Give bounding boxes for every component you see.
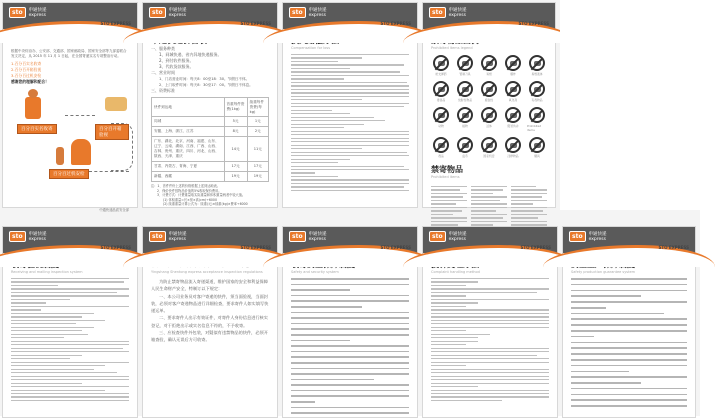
- sto-logo: [149, 231, 187, 242]
- point-3: 3.百分百过机安检: [11, 73, 42, 78]
- cell-first-weight: 19元: [224, 172, 247, 182]
- header-brand: STO EXPRESS: [658, 245, 689, 250]
- section-heading: 一、服务种类: [151, 46, 175, 51]
- no-flammable-icon: [481, 55, 497, 71]
- table-row: [152, 127, 269, 137]
- logo-en: express: [168, 12, 186, 18]
- sto-logo: [289, 7, 327, 18]
- prohibited-icon: [503, 81, 523, 102]
- cell-additional-weight: 11元: [247, 137, 268, 162]
- prohibited-icon: [479, 137, 499, 158]
- xray-machine-icon: [71, 139, 91, 165]
- sto-logo: [9, 7, 47, 18]
- process-flow: [11, 89, 129, 207]
- prohibited-icon: [503, 107, 523, 132]
- logo-cn: 申通快递: [588, 231, 607, 237]
- logo-en: express: [448, 236, 466, 242]
- icon-label: 假冒伪劣: [507, 124, 519, 128]
- icon-label: Prohibited items: [527, 124, 542, 132]
- sto-logo: [429, 231, 467, 242]
- prohibited-icon: [455, 107, 475, 132]
- icon-label: 毒品: [438, 154, 444, 158]
- cell-destination: 同城: [152, 117, 225, 127]
- icon-label: 枪支弹药: [435, 72, 447, 76]
- sto-logo: [569, 231, 607, 242]
- icon-label: 管制刀具: [459, 72, 471, 76]
- intro-text: 根据中央综治办、公安部、交通部、国家邮政局、国家安全部等九部委联合发文决定，从 2015 年 11 月 1 日起，在全国寄递实名专项整治行动。: [11, 49, 127, 58]
- page-subtitle: Yingshang Shentong express acceptance inspection regulations: [151, 270, 263, 274]
- no-gun-icon: [433, 55, 449, 71]
- cell-destination: 安徽、上海、浙江、江苏: [152, 127, 225, 137]
- no-counterfeit-icon: [505, 107, 521, 123]
- prohibited-icon: [455, 81, 475, 102]
- prohibited-icon: [527, 137, 547, 158]
- header-brand: STO EXPRESS: [380, 245, 411, 250]
- icon-label: 赌具: [534, 154, 540, 158]
- cell-first-weight: 17元: [224, 162, 247, 172]
- panel-price-list: [142, 2, 278, 208]
- cell-first-weight: 14元: [224, 137, 247, 162]
- no-flammable-liquid-icon: [529, 55, 545, 71]
- logo-mark: sto: [9, 231, 26, 242]
- courier-figure-icon: [25, 97, 41, 119]
- prohibited-icon: [431, 81, 451, 102]
- section-item: 2、到付收件服务。: [159, 58, 194, 63]
- panel-header: [143, 227, 277, 253]
- logo-cn: 申通快递: [168, 7, 187, 13]
- header-brand: STO EXPRESS: [520, 245, 551, 250]
- logo-en: express: [588, 236, 606, 242]
- cell-first-weight: 8元: [224, 127, 247, 137]
- header-brand: STO EXPRESS: [380, 21, 411, 26]
- header-brand: STO EXPRESS: [518, 21, 549, 26]
- icon-label: 放射性物品: [458, 98, 472, 102]
- logo-mark: sto: [289, 231, 306, 242]
- logo-mark: sto: [149, 231, 166, 242]
- logo-cn: 申通快递: [448, 7, 467, 13]
- prohibited-icon: [431, 55, 451, 76]
- no-animal-icon: [433, 107, 449, 123]
- flow-tag-open-inspect: 百分百开箱验视: [95, 124, 129, 140]
- col-header: 续重每件资费(每kg): [247, 98, 268, 117]
- no-corrosive-icon: [481, 81, 497, 97]
- no-prohibited-item-icon: [529, 107, 545, 123]
- body-text-block: [571, 278, 687, 407]
- cell-first-weight: 5元: [224, 117, 247, 127]
- section-heading: 二、营业时间: [151, 70, 175, 75]
- icon-label: 腐蚀性: [484, 98, 494, 102]
- logo-mark: sto: [429, 7, 446, 18]
- flow-tag-xray: 百分百过机安检: [49, 169, 89, 179]
- logo-mark: sto: [429, 231, 446, 242]
- section-item: 1、同城快递、省内异地快递服务。: [159, 52, 222, 57]
- page-subtitle: Compensation for loss: [291, 46, 331, 50]
- icon-label: 易燃: [486, 72, 492, 76]
- panel-production-safety: [562, 226, 696, 418]
- logo-cn: 申通快递: [28, 7, 47, 13]
- section-item: 1、门店营业时间：每天8：00至18：30。节假日不休。: [159, 77, 250, 81]
- logo-mark: sto: [149, 7, 166, 18]
- prohibited-icon: [479, 81, 499, 102]
- table-header-row: [152, 98, 269, 117]
- icon-label: 货币: [462, 154, 468, 158]
- no-radioactive-icon: [457, 81, 473, 97]
- logo-cn: 申通快递: [28, 231, 47, 237]
- icon-label: 毒害品: [436, 98, 446, 102]
- panel-header: [563, 227, 695, 253]
- section-item: 3、代收货款服务。: [159, 64, 194, 69]
- panel-loss-compensation: [282, 2, 418, 208]
- logo-cn: 申通快递: [168, 231, 187, 237]
- panel-header: [3, 227, 137, 253]
- empty-region: [560, 0, 700, 210]
- no-plant-icon: [457, 107, 473, 123]
- panel-header: [423, 3, 555, 29]
- icon-label: 植物: [462, 124, 468, 128]
- body-text-block: [11, 278, 129, 401]
- icon-label: 国家机密: [483, 154, 495, 158]
- header-brand: STO EXPRESS: [240, 21, 271, 26]
- paragraph: 二、要求寄件人出示有效证件，对寄件人身份信息进行核实登记，对于拒绝出示或实名信息不符的，不予收寄。: [151, 315, 268, 328]
- prohibited-icon: [455, 55, 475, 76]
- logo-cn: 申通快递: [308, 231, 327, 237]
- page-subtitle: Safety production guarantee system: [571, 270, 636, 274]
- thanks-text: 感谢您的理解和配合！: [11, 79, 49, 84]
- body-text-block: [291, 54, 409, 191]
- table-row: [152, 162, 269, 172]
- header-brand: STO EXPRESS: [100, 21, 131, 26]
- courier-head-icon: [28, 89, 38, 98]
- footnote: 中通快递品质安全部: [99, 208, 129, 212]
- page-subtitle: Prohibited items legend: [431, 46, 473, 50]
- prohibited-icon: [479, 107, 499, 132]
- icon-label: 爆炸: [510, 72, 516, 76]
- panel-header: [283, 3, 417, 29]
- panel-prohibited-items: [422, 2, 556, 208]
- prohibited-icon: [479, 55, 499, 76]
- cell-destination: 甘肃、内蒙古、青海、宁夏: [152, 162, 225, 172]
- body-text-block: [431, 278, 549, 401]
- table-row: [152, 137, 269, 162]
- panel-acceptance-inspection: [2, 226, 138, 418]
- flow-arrow: [89, 171, 129, 172]
- no-currency-icon: [457, 137, 473, 153]
- no-oxidizer-icon: [505, 81, 521, 97]
- icon-label: 易燃液体: [531, 72, 543, 76]
- prohibited-icon: [527, 55, 547, 76]
- page-subtitle: Receiving and mailing inspection system: [11, 270, 83, 274]
- icon-label: 淫秽物品: [507, 154, 519, 158]
- col-header: 首重每件资费(1kg): [224, 98, 247, 117]
- panel-header: [423, 227, 557, 253]
- prohibited-icon: [503, 137, 523, 158]
- sto-logo: [9, 231, 47, 242]
- page-subtitle: Safety and security system: [291, 270, 339, 274]
- prohibited-icon: [431, 107, 451, 132]
- note: (1) 体积重量=长×宽×高(cm)÷6000: [163, 197, 217, 202]
- logo-en: express: [28, 236, 46, 242]
- section-item: 2、上门取件时间：每天8：30至17：00。节假日不休息。: [159, 83, 253, 87]
- parcel-box-icon: [105, 97, 127, 111]
- no-obscene-icon: [505, 137, 521, 153]
- page-subtitle: Complaint handling method: [431, 270, 480, 274]
- header-brand: STO EXPRESS: [240, 245, 271, 250]
- no-poison-icon: [529, 81, 545, 97]
- cell-additional-weight: 2元: [247, 127, 268, 137]
- panel-header: [143, 3, 277, 29]
- logo-en: express: [168, 236, 186, 242]
- logo-en: express: [28, 12, 46, 18]
- logo-mark: sto: [569, 231, 586, 242]
- icon-label: 氧化剂: [508, 98, 518, 102]
- no-state-secret-icon: [481, 137, 497, 153]
- note: (2) 续重重量计算公式为：续重(元)×续重(kg)×费率÷6000: [163, 202, 248, 207]
- prohibited-icon: [527, 81, 547, 102]
- icon-label: 活体: [486, 124, 492, 128]
- icon-label: 有毒物品: [531, 98, 543, 102]
- no-explosive-icon: [505, 55, 521, 71]
- prohibited-icon-grid: [431, 55, 547, 158]
- logo-en: express: [308, 236, 326, 242]
- sto-logo: [149, 7, 187, 18]
- sto-logo: [429, 7, 467, 18]
- logo-mark: sto: [289, 7, 306, 18]
- table-row: [152, 172, 269, 182]
- no-toxic-icon: [433, 81, 449, 97]
- panel-header: [3, 3, 137, 29]
- point-2: 2.百分百开箱验视: [11, 67, 42, 72]
- paragraph: 一、本公司业务员对客户寄递的快件，须当面验视，当面封装，必须对客户寄递物品进行详细检查，要求寄件人如实填写快递运单。: [151, 293, 269, 314]
- section-heading: 三、资费标准: [151, 88, 175, 93]
- flow-arrow: [65, 115, 95, 116]
- point-1: 1.百分百实名收寄: [11, 61, 42, 66]
- logo-en: express: [308, 12, 326, 18]
- panel-real-name: [2, 2, 138, 212]
- prohibited-icon: [503, 55, 523, 76]
- col-header: 快件到达地: [152, 98, 225, 117]
- no-gambling-icon: [529, 137, 545, 153]
- no-live-creature-icon: [481, 107, 497, 123]
- price-table: [151, 97, 269, 182]
- panel-header: [283, 227, 417, 253]
- worker-figure-icon: [56, 147, 64, 165]
- icon-label: 动物: [438, 124, 444, 128]
- note: 注：1、首件件份上述的价格根据上述到达地表。: [151, 184, 220, 188]
- orange-curve: [543, 245, 715, 267]
- cell-additional-weight: 19元: [247, 172, 268, 182]
- paragraph: 为防止禁寄物品流入寄递渠道，维护国家的安全和利益保障人民生命财产安全，特制订以下规定：: [151, 279, 268, 292]
- prohibited-icon: [431, 137, 451, 158]
- section-title: 禁寄物品: [431, 165, 463, 174]
- section-subtitle: Prohibited items: [431, 175, 460, 179]
- logo-cn: 申通快递: [308, 7, 327, 13]
- cell-destination: 新疆、西藏: [152, 172, 225, 182]
- no-drugs-icon: [433, 137, 449, 153]
- header-brand: STO EXPRESS: [100, 245, 131, 250]
- logo-en: express: [448, 12, 466, 18]
- prohibited-icon: [527, 107, 547, 132]
- note: 3、计费方式：计费重量取实际重量和体积重量两者中较大值。: [157, 193, 246, 198]
- orange-curve: [403, 21, 575, 43]
- panel-safety-guarantee: [282, 226, 418, 418]
- note: 2、保价快件按物品价值的5%收取保价费用。: [157, 188, 222, 193]
- logo-cn: 申通快递: [448, 231, 467, 237]
- logo-mark: sto: [9, 7, 26, 18]
- cell-additional-weight: 17元: [247, 162, 268, 172]
- sto-logo: [289, 231, 327, 242]
- cell-destination: 广东、湖北、北京、河南、福建、山东、辽宁、云南、湖南、江西、广西、山西、吉林、贵州、重庆、四川、河北、山西、陕西、天津、重庆: [152, 137, 225, 162]
- body-text-block: [291, 278, 409, 414]
- table-row: [152, 117, 269, 127]
- panel-complaint-handling: [422, 226, 558, 418]
- prohibited-icon: [455, 137, 475, 158]
- no-knife-icon: [457, 55, 473, 71]
- flow-tag-realname: 百分百实名收寄: [17, 124, 57, 134]
- cell-additional-weight: 1元: [247, 117, 268, 127]
- paragraph: 三、应检查快件外包装，对疑似有违禁物品的快件，必须开箱查验，确认无误后方可收寄。: [151, 330, 268, 343]
- panel-inspection-management: [142, 226, 278, 418]
